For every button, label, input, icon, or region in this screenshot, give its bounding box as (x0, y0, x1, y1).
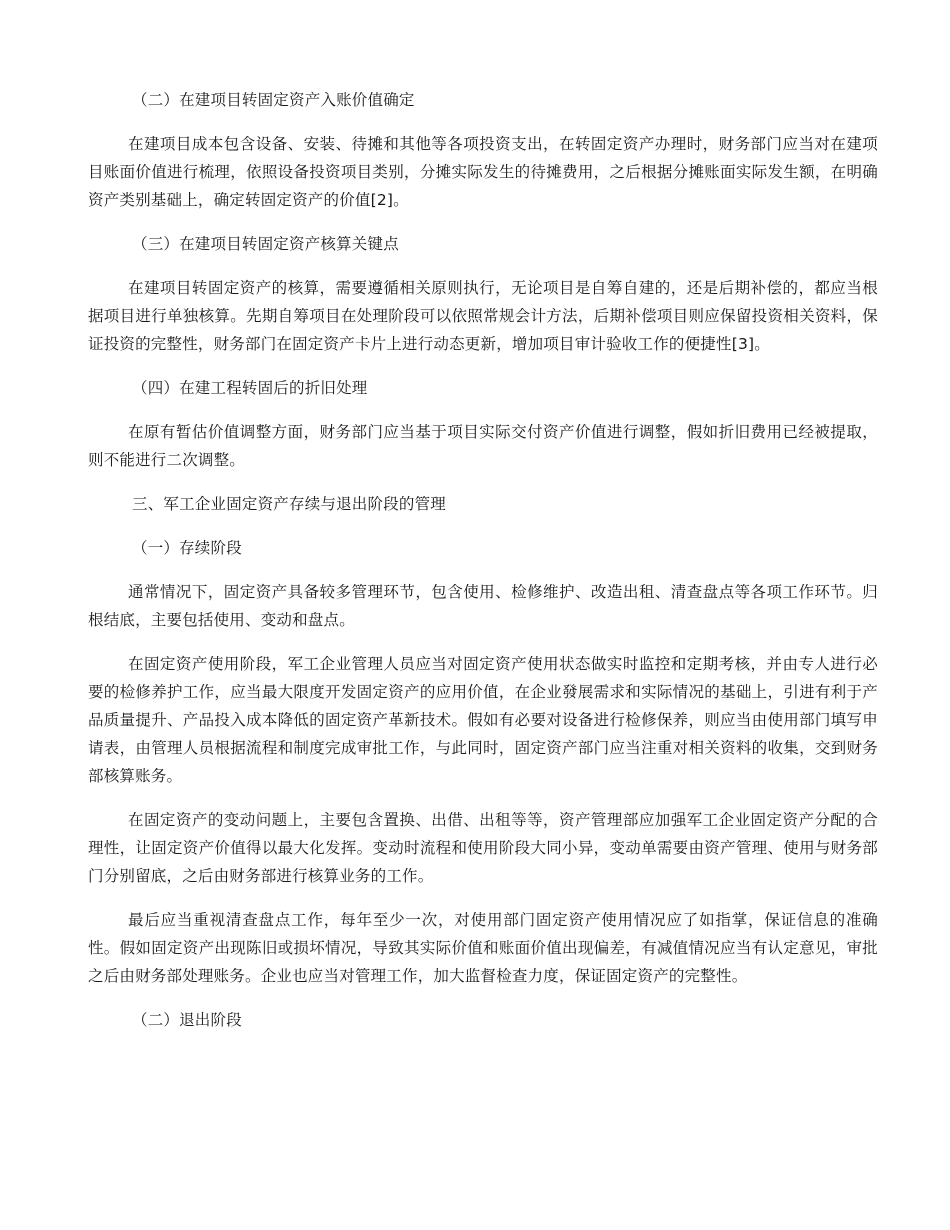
section-heading: （三）在建项目转固定资产核算关键点 (132, 235, 399, 253)
paragraph: 通常情况下，固定资产具备较多管理环节，包含使用、检修维护、改造出租、清查盘点等各项工作环节。归根结底，主要包括使用、变动和盘点。 (88, 583, 878, 629)
paragraph: 在建项目成本包含设备、安装、待摊和其他等各项投资支出，在转固定资产办理时，财务部门应当对在建项目账面价值进行梳理，依照设备投资项目类别，分摊实际发生的待摊费用，之后根据分摊账面实际发生额，在明确资产类别基础上，确定转固定资产的价值[2]。 (88, 135, 878, 209)
paragraph: 在建项目转固定资产的核算，需要遵循相关原则执行，无论项目是自筹自建的，还是后期补偿的，都应当根据项目进行单独核算。先期自筹项目在处理阶段可以依照常规会计方法，后期补偿项目则应保留投资相关资料，保证投资的完整性，财务部门在固定资产卡片上进行动态更新，增加项目审计验收工作的便捷性[3]。 (88, 279, 878, 353)
section-heading: （二）在建项目转固定资产入账价值确定 (132, 91, 415, 109)
paragraph: 在固定资产使用阶段，军工企业管理人员应当对固定资产使用状态做实时监控和定期考核，并由专人进行必要的检修养护工作，应当最大限度开发固定资产的应用价值，在企业發展需求和实际情况的基础上，引进有利于产品质量提升、产品投入成本降低的固定资产革新技术。假如有必要对设备进行检修保养，则应当由使用部门填写申请表，由管理人员根据流程和制度完成审批工作，与此同时，固定资产部门应当注重对相关资料的收集，交到财务部核算账务。 (88, 655, 878, 785)
chapter-heading: 三、军工企业固定资产存续与退出阶段的管理 (132, 495, 447, 513)
paragraph: 最后应当重视清查盘点工作，每年至少一次，对使用部门固定资产使用情况应了如指掌，保证信息的准确性。假如固定资产出现陈旧或损坏情况，导致其实际价值和账面价值出现偏差，有减值情况应当有认定意见，审批之后由财务部处理账务。企业也应当对管理工作，加大监督检查力度，保证固定资产的完整性。 (88, 911, 878, 985)
paragraph: 在原有暂估价值调整方面，财务部门应当基于项目实际交付资产价值进行调整，假如折旧费用已经被提取，则不能进行二次调整。 (88, 423, 878, 469)
section-heading: （二）退出阶段 (132, 1011, 242, 1029)
document-page (88, 86, 878, 1050)
section-heading: （一）存续阶段 (132, 539, 242, 557)
section-heading: （四）在建工程转固后的折旧处理 (132, 379, 368, 397)
paragraph: 在固定资产的变动问题上，主要包含置换、出借、出租等等，资产管理部应加强军工企业固定资产分配的合理性，让固定资产价值得以最大化发挥。变动时流程和使用阶段大同小异，变动单需要由资产管理、使用与财务部门分别留底，之后由财务部进行核算业务的工作。 (88, 811, 878, 885)
